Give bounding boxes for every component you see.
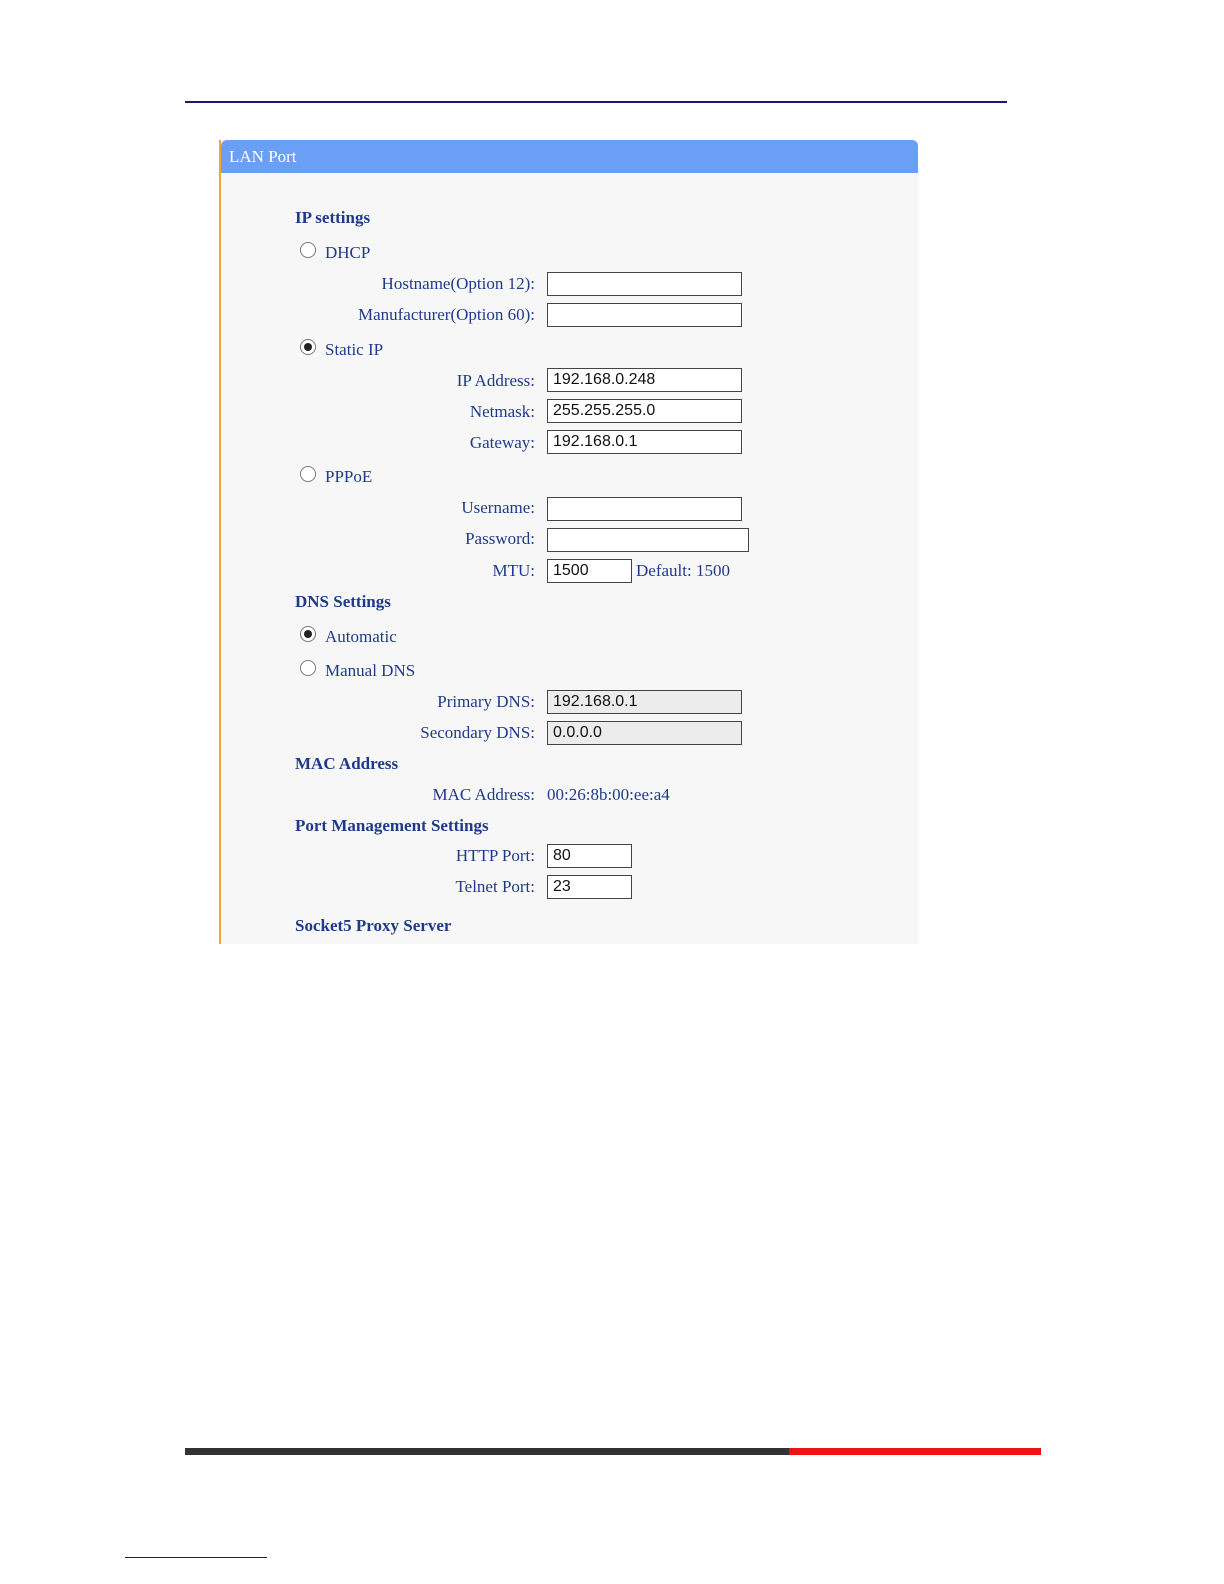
mac-address-label: MAC Address: xyxy=(432,785,535,804)
password-input[interactable] xyxy=(547,528,749,552)
telnet-port-label: Telnet Port: xyxy=(455,877,535,896)
ip-address-label: IP Address: xyxy=(456,371,535,390)
http-port-input[interactable] xyxy=(547,844,632,868)
panel-header xyxy=(221,140,918,173)
manufacturer-label: Manufacturer(Option 60): xyxy=(357,305,535,324)
lan-port-panel xyxy=(219,140,918,944)
netmask-input[interactable] xyxy=(547,399,742,423)
secondary-dns-input[interactable] xyxy=(547,721,742,745)
username-input[interactable] xyxy=(547,497,742,521)
mtu-label: MTU: xyxy=(492,561,535,580)
mac-address-heading: MAC Address xyxy=(295,754,399,773)
socket5-heading: Socket5 Proxy Server xyxy=(295,916,452,935)
mac-address-value: 00:26:8b:00:ee:a4 xyxy=(547,785,670,804)
gateway-label: Gateway: xyxy=(469,433,535,452)
port-management-heading: Port Management Settings xyxy=(295,816,489,835)
manufacturer-input[interactable] xyxy=(547,303,742,327)
static-ip-label[interactable]: Static IP xyxy=(325,340,384,359)
manual-dns-radio[interactable] xyxy=(300,660,316,676)
automatic-dns-radio[interactable] xyxy=(300,626,316,642)
ip-address-input[interactable] xyxy=(547,368,742,392)
primary-dns-input[interactable] xyxy=(547,690,742,714)
pppoe-label[interactable]: PPPoE xyxy=(325,467,373,486)
panel-title: LAN Port xyxy=(229,147,297,166)
netmask-label: Netmask: xyxy=(469,402,535,421)
primary-dns-label: Primary DNS: xyxy=(437,692,535,711)
username-label: Username: xyxy=(461,498,535,517)
dhcp-radio[interactable] xyxy=(300,242,316,258)
mtu-input[interactable] xyxy=(547,559,632,583)
password-label: Password: xyxy=(465,529,535,548)
footer-rule xyxy=(125,1557,267,1558)
hostname-label: Hostname(Option 12): xyxy=(381,274,535,293)
automatic-dns-label[interactable]: Automatic xyxy=(325,627,397,646)
secondary-dns-label: Secondary DNS: xyxy=(420,723,535,742)
top-rule xyxy=(185,101,1007,103)
pppoe-radio[interactable] xyxy=(300,466,316,482)
mtu-default-text: Default: 1500 xyxy=(636,561,730,580)
dhcp-label[interactable]: DHCP xyxy=(325,243,371,262)
hostname-input[interactable] xyxy=(547,272,742,296)
footer-bar-red xyxy=(789,1448,1041,1455)
http-port-label: HTTP Port: xyxy=(455,846,535,865)
manual-dns-label[interactable]: Manual DNS xyxy=(325,661,416,680)
telnet-port-input[interactable] xyxy=(547,875,632,899)
ip-settings-heading: IP settings xyxy=(295,208,371,227)
static-ip-radio[interactable] xyxy=(300,339,316,355)
gateway-input[interactable] xyxy=(547,430,742,454)
footer-bar-dark xyxy=(185,1448,789,1455)
dns-settings-heading: DNS Settings xyxy=(295,592,391,611)
